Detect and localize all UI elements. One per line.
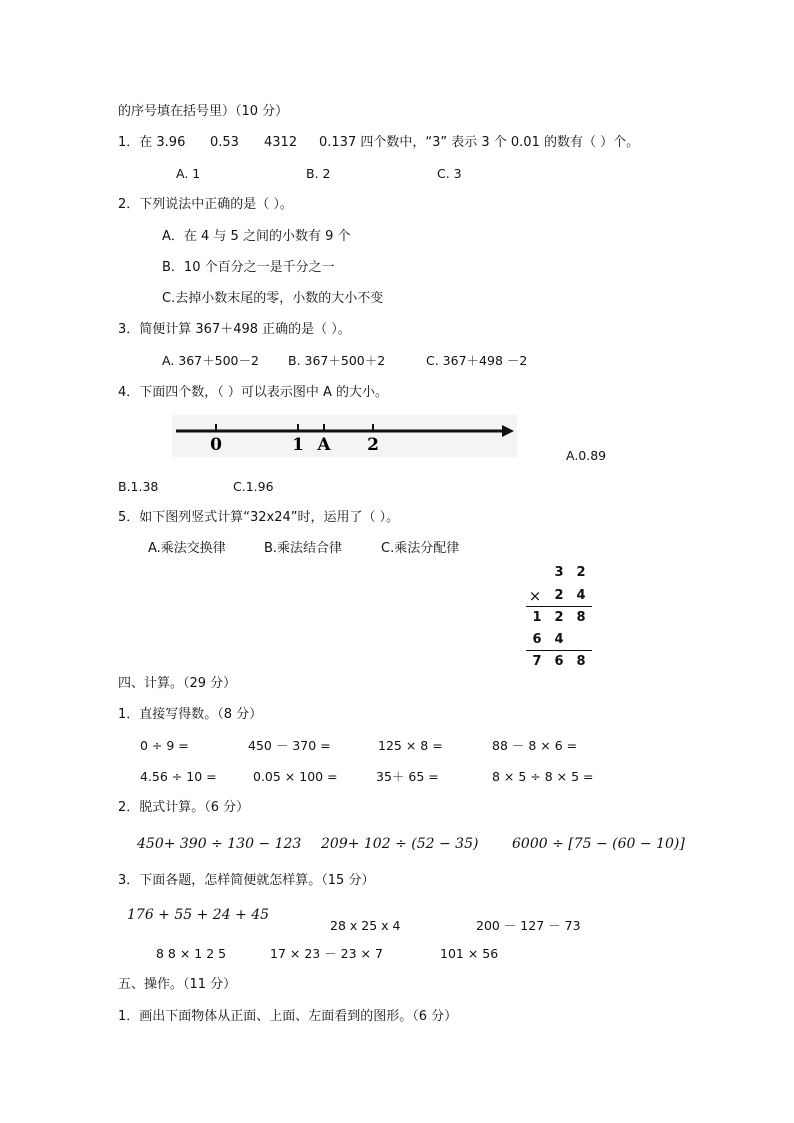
expression-item: 6000 ÷ [75 − (60 − 10)]: [512, 836, 685, 852]
q1-option-a: A. 1: [176, 166, 201, 181]
expression-item: 209+ 102 ÷ (52 − 35): [321, 836, 479, 852]
label-0: 0: [210, 435, 222, 455]
calc-item: 0.05 × 100 =: [253, 769, 338, 784]
vcalc-r2-tens: 2: [554, 588, 564, 603]
s5-p1: 1．画出下面物体从正面、上面、左面看到的图形。（6 分）: [118, 1009, 458, 1024]
section-intro: 的序号填在括号里）（10 分）: [118, 104, 289, 119]
simplify-item: 176 + 55 + 24 + 45: [127, 907, 270, 923]
label-a: A: [317, 435, 331, 455]
simplify-item: 17 × 23 － 23 × 7: [270, 946, 383, 961]
simplify-item: 8 8 × 1 2 5: [156, 946, 227, 961]
vcalc-r3-ones: 8: [576, 610, 586, 625]
vcalc-r4-hundreds: 6: [532, 632, 542, 647]
q4-stem: 4．下面四个数，（ ）可以表示图中 A 的大小。: [118, 385, 389, 400]
s4-p3-title: 3．下面各题，怎样简便就怎样算。（15 分）: [118, 873, 375, 888]
label-1: 1: [292, 435, 304, 455]
calc-item: 88 － 8 × 6 =: [492, 738, 578, 753]
q1-rest: 0.137 四个数中，“3” 表示 3 个 0.01 的数有（ ）个。: [319, 135, 640, 150]
simplify-item: 28 x 25 x 4: [330, 918, 401, 933]
calc-item: 35＋ 65 =: [376, 769, 439, 784]
vcalc-rule-1: [526, 606, 592, 607]
simplify-item: 101 × 56: [440, 946, 499, 961]
q3-option-c: C. 367＋498 －2: [426, 353, 528, 368]
section5-title: 五、操作。（11 分）: [118, 977, 237, 992]
section4-title: 四、计算。（29 分）: [118, 676, 237, 691]
q1-option-b: B. 2: [306, 166, 331, 181]
q3-option-b: B. 367＋500＋2: [288, 353, 386, 368]
vcalc-r3-hundreds: 1: [532, 610, 542, 625]
q5-stem: 5．如下图列竖式计算“32x24”时，运用了（ ）。: [118, 510, 400, 525]
q3-stem: 3．简便计算 367＋498 正确的是（ ）。: [118, 322, 351, 337]
q5-option-b: B.乘法结合律: [264, 541, 343, 556]
q1-number-3: 4312: [264, 135, 298, 150]
calc-item: 125 × 8 =: [378, 738, 443, 753]
vcalc-r4-tens: 4: [554, 632, 564, 647]
q2-option-b: B．10 个百分之一是千分之一: [162, 260, 335, 275]
s4-p1-title: 1．直接写得数。（8 分）: [118, 707, 263, 722]
q2-stem: 2．下列说法中正确的是（ ）。: [118, 197, 293, 212]
number-line-figure: [172, 415, 517, 457]
simplify-item: 200 － 127 － 73: [476, 918, 581, 933]
vcalc-r5-ones: 8: [576, 654, 586, 669]
q4-option-b: B.1.38: [118, 479, 159, 494]
expression-item: 450+ 390 ÷ 130 − 123: [137, 836, 302, 852]
q5-option-a: A.乘法交换律: [148, 541, 226, 556]
vcalc-r3-tens: 2: [554, 610, 564, 625]
calc-item: 4.56 ÷ 10 =: [140, 769, 217, 784]
vcalc-rule-2: [526, 650, 592, 651]
q2-option-c: C.去掉小数末尾的零，小数的大小不变: [162, 291, 384, 306]
vertical-multiplication: [522, 561, 594, 671]
calc-item: 8 × 5 ÷ 8 × 5 =: [492, 769, 594, 784]
label-2: 2: [367, 435, 379, 455]
q4-option-c: C.1.96: [233, 479, 274, 494]
q2-option-a: A．在 4 与 5 之间的小数有 9 个: [162, 229, 351, 244]
q4-option-a: A.0.89: [566, 448, 607, 463]
vcalc-r2-ones: 4: [576, 588, 586, 603]
q5-option-c: C.乘法分配律: [381, 541, 460, 556]
q1-prefix: 1．在 3.96: [118, 135, 186, 150]
q3-option-a: A. 367＋500－2: [162, 353, 259, 368]
vcalc-r5-tens: 6: [554, 654, 564, 669]
vcalc-times-sign: ×: [528, 587, 542, 605]
vcalc-r1-tens: 3: [554, 565, 564, 580]
vcalc-r5-hundreds: 7: [532, 654, 542, 669]
calc-item: 0 ÷ 9 =: [140, 738, 189, 753]
q1-number-2: 0.53: [210, 135, 239, 150]
calc-item: 450 － 370 =: [248, 738, 331, 753]
vcalc-r1-ones: 2: [576, 565, 586, 580]
s4-p2-title: 2．脱式计算。（6 分）: [118, 800, 250, 815]
q1-option-c: C. 3: [437, 166, 462, 181]
